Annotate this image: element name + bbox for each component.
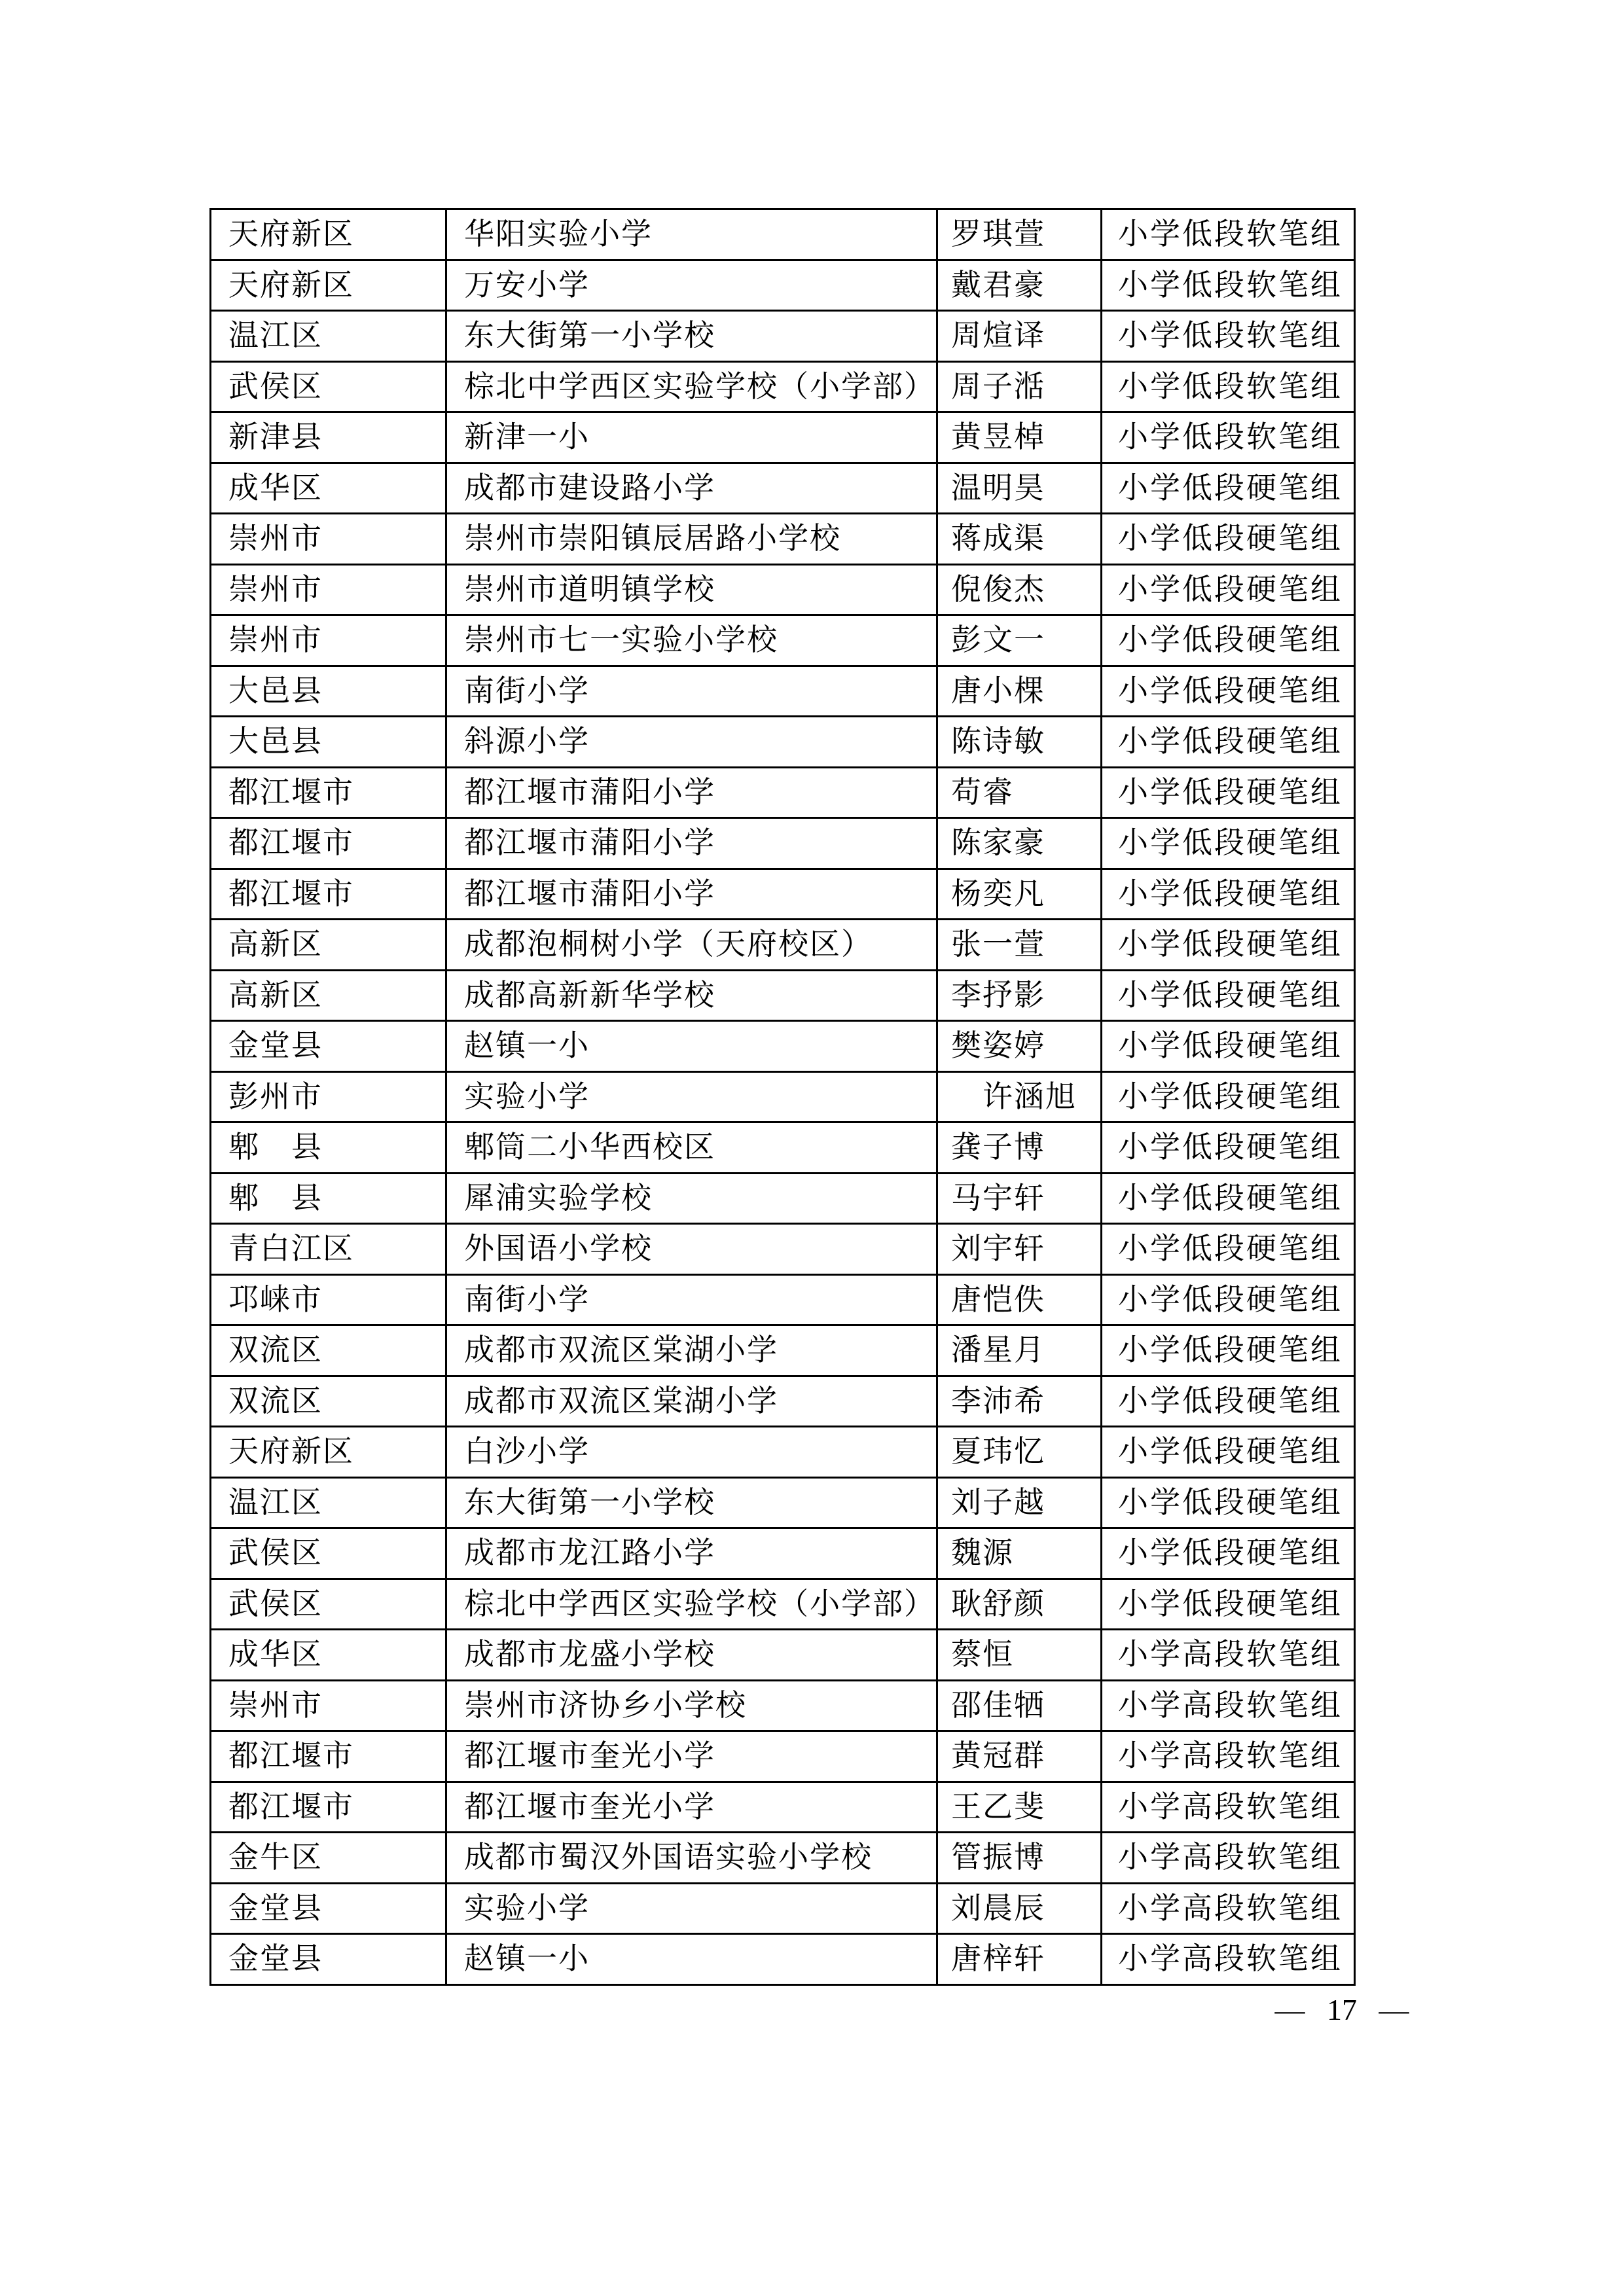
cell-school: 都江堰市蒲阳小学 — [446, 818, 937, 869]
table-row — [211, 1579, 1355, 1630]
cell-name: 蒋成渠 — [937, 514, 1102, 565]
cell-district: 崇州市 — [211, 564, 446, 615]
cell-group: 小学低段硬笔组 — [1102, 463, 1355, 514]
cell-district: 成华区 — [211, 1630, 446, 1681]
cell-group: 小学低段硬笔组 — [1102, 666, 1355, 717]
cell-district: 郫 县 — [211, 1122, 446, 1174]
cell-name: 蔡恒 — [937, 1630, 1102, 1681]
cell-school: 东大街第一小学校 — [446, 311, 937, 362]
cell-school: 赵镇一小 — [446, 1021, 937, 1072]
cell-school: 犀浦实验学校 — [446, 1173, 937, 1224]
table-row — [211, 1934, 1355, 1985]
cell-district: 崇州市 — [211, 615, 446, 666]
cell-name: 龚子博 — [937, 1122, 1102, 1174]
table-row — [211, 1731, 1355, 1782]
cell-name: 倪俊杰 — [937, 564, 1102, 615]
cell-name: 周煊译 — [937, 311, 1102, 362]
cell-school: 棕北中学西区实验学校（小学部） — [446, 361, 937, 412]
cell-school: 成都市龙盛小学校 — [446, 1630, 937, 1681]
cell-school: 都江堰市蒲阳小学 — [446, 767, 937, 818]
cell-name: 杨奕凡 — [937, 869, 1102, 920]
cell-district: 武侯区 — [211, 1528, 446, 1579]
cell-name: 唐恺佚 — [937, 1274, 1102, 1325]
cell-district: 高新区 — [211, 920, 446, 971]
cell-school: 南街小学 — [446, 1274, 937, 1325]
table-row — [211, 1071, 1355, 1122]
cell-district: 大邑县 — [211, 717, 446, 768]
cell-school: 崇州市崇阳镇辰居路小学校 — [446, 514, 937, 565]
table-row — [211, 209, 1355, 260]
cell-group: 小学低段硬笔组 — [1102, 717, 1355, 768]
table-row — [211, 1122, 1355, 1174]
cell-school: 成都市蜀汉外国语实验小学校 — [446, 1833, 937, 1884]
table-row — [211, 869, 1355, 920]
cell-group: 小学低段硬笔组 — [1102, 1528, 1355, 1579]
cell-district: 金牛区 — [211, 1833, 446, 1884]
cell-school: 崇州市济协乡小学校 — [446, 1680, 937, 1731]
cell-name: 周子湉 — [937, 361, 1102, 412]
cell-group: 小学低段硬笔组 — [1102, 818, 1355, 869]
cell-name: 王乙斐 — [937, 1782, 1102, 1833]
cell-school: 都江堰市奎光小学 — [446, 1731, 937, 1782]
cell-group: 小学低段硬笔组 — [1102, 514, 1355, 565]
cell-district: 天府新区 — [211, 260, 446, 311]
cell-group: 小学低段硬笔组 — [1102, 1325, 1355, 1376]
cell-name: 唐梓轩 — [937, 1934, 1102, 1985]
cell-group: 小学高段软笔组 — [1102, 1833, 1355, 1884]
cell-group: 小学低段硬笔组 — [1102, 1274, 1355, 1325]
cell-school: 成都市建设路小学 — [446, 463, 937, 514]
cell-school: 崇州市道明镇学校 — [446, 564, 937, 615]
results-table — [209, 208, 1356, 1986]
cell-group: 小学高段软笔组 — [1102, 1680, 1355, 1731]
cell-district: 都江堰市 — [211, 1731, 446, 1782]
cell-group: 小学低段硬笔组 — [1102, 1021, 1355, 1072]
cell-district: 天府新区 — [211, 1427, 446, 1478]
cell-district: 金堂县 — [211, 1883, 446, 1934]
cell-district: 大邑县 — [211, 666, 446, 717]
cell-name: 樊姿婷 — [937, 1021, 1102, 1072]
cell-name: 黄冠群 — [937, 1731, 1102, 1782]
cell-name: 潘星月 — [937, 1325, 1102, 1376]
cell-school: 成都高新新华学校 — [446, 970, 937, 1021]
cell-district: 武侯区 — [211, 1579, 446, 1630]
cell-district: 天府新区 — [211, 209, 446, 260]
cell-group: 小学低段软笔组 — [1102, 260, 1355, 311]
cell-district: 成华区 — [211, 463, 446, 514]
cell-district: 温江区 — [211, 1477, 446, 1528]
cell-district: 彭州市 — [211, 1071, 446, 1122]
cell-name: 邵佳牺 — [937, 1680, 1102, 1731]
cell-school: 成都市双流区棠湖小学 — [446, 1376, 937, 1427]
cell-school: 华阳实验小学 — [446, 209, 937, 260]
cell-school: 郫筒二小华西校区 — [446, 1122, 937, 1174]
cell-name: 刘宇轩 — [937, 1224, 1102, 1275]
table-row — [211, 1630, 1355, 1681]
cell-group: 小学低段硬笔组 — [1102, 1477, 1355, 1528]
cell-school: 南街小学 — [446, 666, 937, 717]
cell-school: 实验小学 — [446, 1071, 937, 1122]
table-row — [211, 361, 1355, 412]
cell-name: 黄昱棹 — [937, 412, 1102, 463]
cell-group: 小学低段硬笔组 — [1102, 1122, 1355, 1174]
cell-group: 小学低段软笔组 — [1102, 361, 1355, 412]
cell-district: 温江区 — [211, 311, 446, 362]
cell-school: 白沙小学 — [446, 1427, 937, 1478]
cell-district: 邛崃市 — [211, 1274, 446, 1325]
cell-district: 新津县 — [211, 412, 446, 463]
table-row — [211, 1833, 1355, 1884]
cell-name: 陈家豪 — [937, 818, 1102, 869]
cell-school: 斜源小学 — [446, 717, 937, 768]
cell-name: 刘晨辰 — [937, 1883, 1102, 1934]
cell-group: 小学高段软笔组 — [1102, 1883, 1355, 1934]
table-row — [211, 818, 1355, 869]
cell-school: 都江堰市蒲阳小学 — [446, 869, 937, 920]
cell-school: 新津一小 — [446, 412, 937, 463]
cell-name: 陈诗敏 — [937, 717, 1102, 768]
table-row — [211, 260, 1355, 311]
cell-group: 小学高段软笔组 — [1102, 1934, 1355, 1985]
table-row — [211, 1782, 1355, 1833]
cell-district: 金堂县 — [211, 1021, 446, 1072]
cell-district: 郫 县 — [211, 1173, 446, 1224]
table-row — [211, 1173, 1355, 1224]
cell-group: 小学低段硬笔组 — [1102, 564, 1355, 615]
cell-name: 彭文一 — [937, 615, 1102, 666]
cell-name: 张一萱 — [937, 920, 1102, 971]
cell-name: 刘子越 — [937, 1477, 1102, 1528]
cell-school: 棕北中学西区实验学校（小学部） — [446, 1579, 937, 1630]
cell-name: 戴君豪 — [937, 260, 1102, 311]
table-row — [211, 1274, 1355, 1325]
cell-name: 李沛希 — [937, 1376, 1102, 1427]
cell-school: 赵镇一小 — [446, 1934, 937, 1985]
cell-name: 温明昊 — [937, 463, 1102, 514]
cell-name: 魏源 — [937, 1528, 1102, 1579]
cell-group: 小学低段软笔组 — [1102, 311, 1355, 362]
cell-school: 万安小学 — [446, 260, 937, 311]
cell-group: 小学低段软笔组 — [1102, 412, 1355, 463]
table-row — [211, 615, 1355, 666]
cell-district: 都江堰市 — [211, 869, 446, 920]
cell-name: 罗琪萱 — [937, 209, 1102, 260]
table-row — [211, 767, 1355, 818]
table-row — [211, 463, 1355, 514]
cell-name: 苟睿 — [937, 767, 1102, 818]
cell-group: 小学低段硬笔组 — [1102, 1579, 1355, 1630]
table-row — [211, 1680, 1355, 1731]
cell-district: 金堂县 — [211, 1934, 446, 1985]
cell-school: 成都泡桐树小学（天府校区） — [446, 920, 937, 971]
cell-district: 崇州市 — [211, 1680, 446, 1731]
cell-group: 小学低段硬笔组 — [1102, 869, 1355, 920]
cell-district: 都江堰市 — [211, 767, 446, 818]
cell-group: 小学低段硬笔组 — [1102, 920, 1355, 971]
table-row — [211, 1427, 1355, 1478]
cell-group: 小学高段软笔组 — [1102, 1731, 1355, 1782]
table-row — [211, 717, 1355, 768]
cell-school: 崇州市七一实验小学校 — [446, 615, 937, 666]
cell-group: 小学低段硬笔组 — [1102, 1173, 1355, 1224]
table-row — [211, 1224, 1355, 1275]
results-table-body — [211, 209, 1355, 1985]
cell-group: 小学低段硬笔组 — [1102, 1376, 1355, 1427]
cell-school: 成都市双流区棠湖小学 — [446, 1325, 937, 1376]
cell-group: 小学高段软笔组 — [1102, 1630, 1355, 1681]
cell-group: 小学高段软笔组 — [1102, 1782, 1355, 1833]
cell-group: 小学低段硬笔组 — [1102, 767, 1355, 818]
cell-name: 夏玮忆 — [937, 1427, 1102, 1478]
cell-district: 武侯区 — [211, 361, 446, 412]
cell-name: 马宇轩 — [937, 1173, 1102, 1224]
cell-school: 都江堰市奎光小学 — [446, 1782, 937, 1833]
cell-school: 成都市龙江路小学 — [446, 1528, 937, 1579]
table-row — [211, 1325, 1355, 1376]
cell-school: 实验小学 — [446, 1883, 937, 1934]
cell-district: 双流区 — [211, 1325, 446, 1376]
cell-district: 都江堰市 — [211, 1782, 446, 1833]
cell-school: 东大街第一小学校 — [446, 1477, 937, 1528]
cell-group: 小学低段硬笔组 — [1102, 615, 1355, 666]
table-row — [211, 666, 1355, 717]
table-row — [211, 412, 1355, 463]
cell-district: 都江堰市 — [211, 818, 446, 869]
cell-district: 双流区 — [211, 1376, 446, 1427]
cell-district: 崇州市 — [211, 514, 446, 565]
table-row — [211, 1477, 1355, 1528]
cell-group: 小学低段硬笔组 — [1102, 1224, 1355, 1275]
cell-group: 小学低段软笔组 — [1102, 209, 1355, 260]
table-row — [211, 1021, 1355, 1072]
table-row — [211, 970, 1355, 1021]
cell-district: 青白江区 — [211, 1224, 446, 1275]
cell-district: 高新区 — [211, 970, 446, 1021]
table-row — [211, 564, 1355, 615]
table-row — [211, 1376, 1355, 1427]
table-row — [211, 311, 1355, 362]
cell-group: 小学低段硬笔组 — [1102, 1071, 1355, 1122]
cell-school: 外国语小学校 — [446, 1224, 937, 1275]
table-row — [211, 514, 1355, 565]
cell-group: 小学低段硬笔组 — [1102, 1427, 1355, 1478]
cell-name: 许涵旭 — [937, 1071, 1102, 1122]
table-row — [211, 920, 1355, 971]
page-number: — 17 — — [1274, 1993, 1409, 2026]
table-row — [211, 1883, 1355, 1934]
table-row — [211, 1528, 1355, 1579]
cell-name: 管振博 — [937, 1833, 1102, 1884]
cell-name: 李抒影 — [937, 970, 1102, 1021]
cell-name: 唐小棵 — [937, 666, 1102, 717]
cell-group: 小学低段硬笔组 — [1102, 970, 1355, 1021]
cell-name: 耿舒颜 — [937, 1579, 1102, 1630]
